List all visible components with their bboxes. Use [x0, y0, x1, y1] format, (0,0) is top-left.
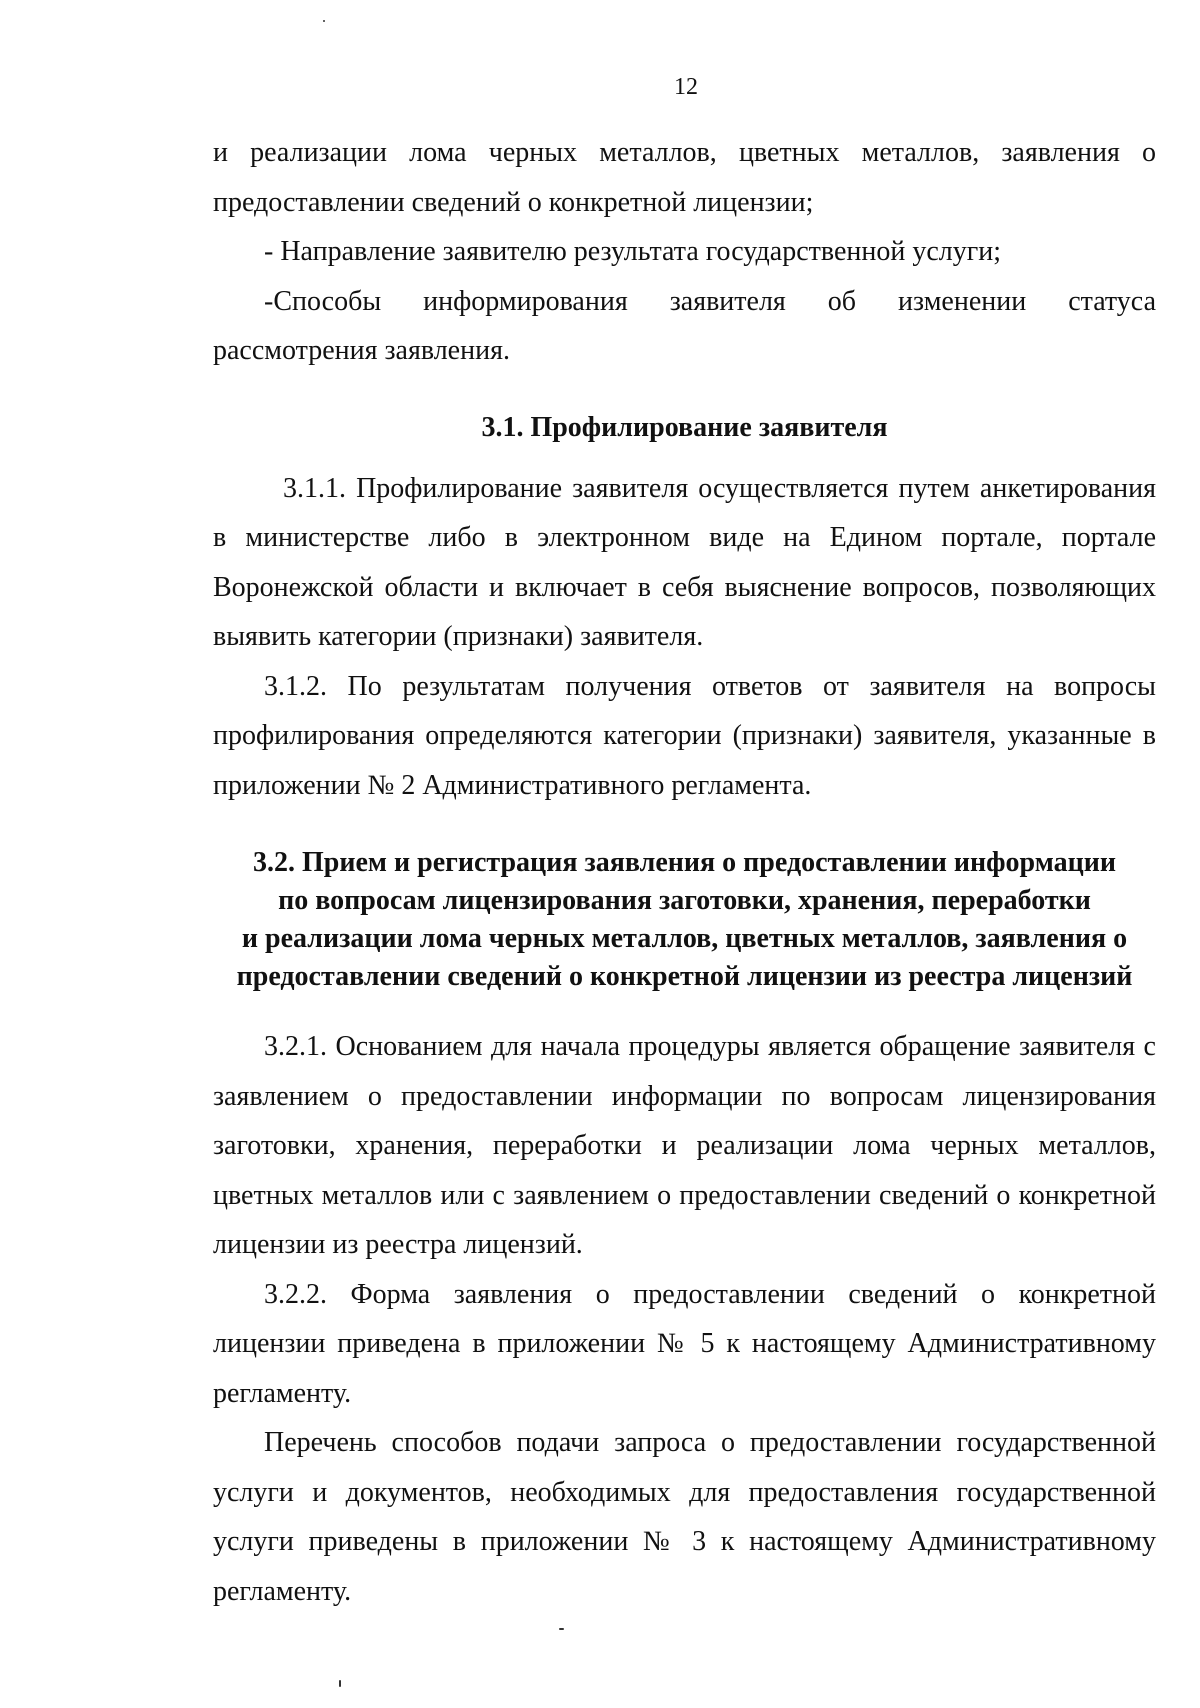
page-content	[213, 128, 1156, 1616]
scan-speck	[323, 20, 325, 22]
section-3-2-heading-line: и реализации лома черных металлов, цветных металлов, заявления о	[241, 923, 1128, 954]
paragraph-3-1-2: 3.1.2. По результатам получения ответов от заявителя на вопросы профилирования определяются категории (признаки) заявителя, указанные в приложении № 2 Административного регламента.	[213, 670, 1156, 801]
section-3-2-heading-line: 3.2. Прием и регистрация заявления о предоставлении информации	[253, 847, 1116, 878]
scan-speck	[559, 1628, 564, 1630]
section-3-2-heading-line: предоставлении сведений о конкретной лицензии из реестра лицензий	[236, 961, 1133, 992]
page-number: 12	[674, 74, 698, 100]
paragraph-3-2-1: 3.2.1. Основанием для начала процедуры является обращение заявителя с заявлением о предоставлении информации по вопросам лицензирования заготовки, хранения, переработки и реализации лома черных металлов, цветных металлов или с заявлением о предоставлении сведений о конкретной лицензии из реестра лицензий.	[213, 1031, 1156, 1260]
scan-speck	[339, 1680, 341, 1687]
intro-item-methods-end: рассмотрения заявления.	[213, 335, 510, 366]
section-3-2-heading	[213, 844, 1156, 996]
paragraph-submission-methods: Перечень способов подачи запроса о предоставлении государственной услуги и документов, необходимых для предоставления государственной услуги приведены в приложении № 3 к настоящему Административному регламенту.	[213, 1427, 1156, 1607]
paragraph-3-2-2: 3.2.2. Форма заявления о предоставлении сведений о конкретной лицензии приведена в приложении № 5 к настоящему Административному регламенту.	[213, 1278, 1156, 1409]
intro-item-result: - Направление заявителю результата государственной услуги;	[264, 236, 1001, 267]
intro-continuation: и реализации лома черных металлов, цветных металлов, заявления о предоставлении сведений о конкретной лицензии;	[213, 137, 1156, 218]
section-3-1-heading: 3.1. Профилирование заявителя	[481, 411, 888, 443]
intro-item-methods: -Способы информирования заявителя об изменении статуса	[264, 285, 1156, 317]
section-3-2-heading-line: по вопросам лицензирования заготовки, хранения, переработки	[278, 885, 1091, 916]
paragraph-3-1-1: 3.1.1. Профилирование заявителя осуществляется путем анкетирования в министерстве либо в электронном виде на Едином портале, портале Воронежской области и включает в себя выяснение вопросов, позволяющих выявить категории (признаки) заявителя.	[213, 472, 1156, 652]
